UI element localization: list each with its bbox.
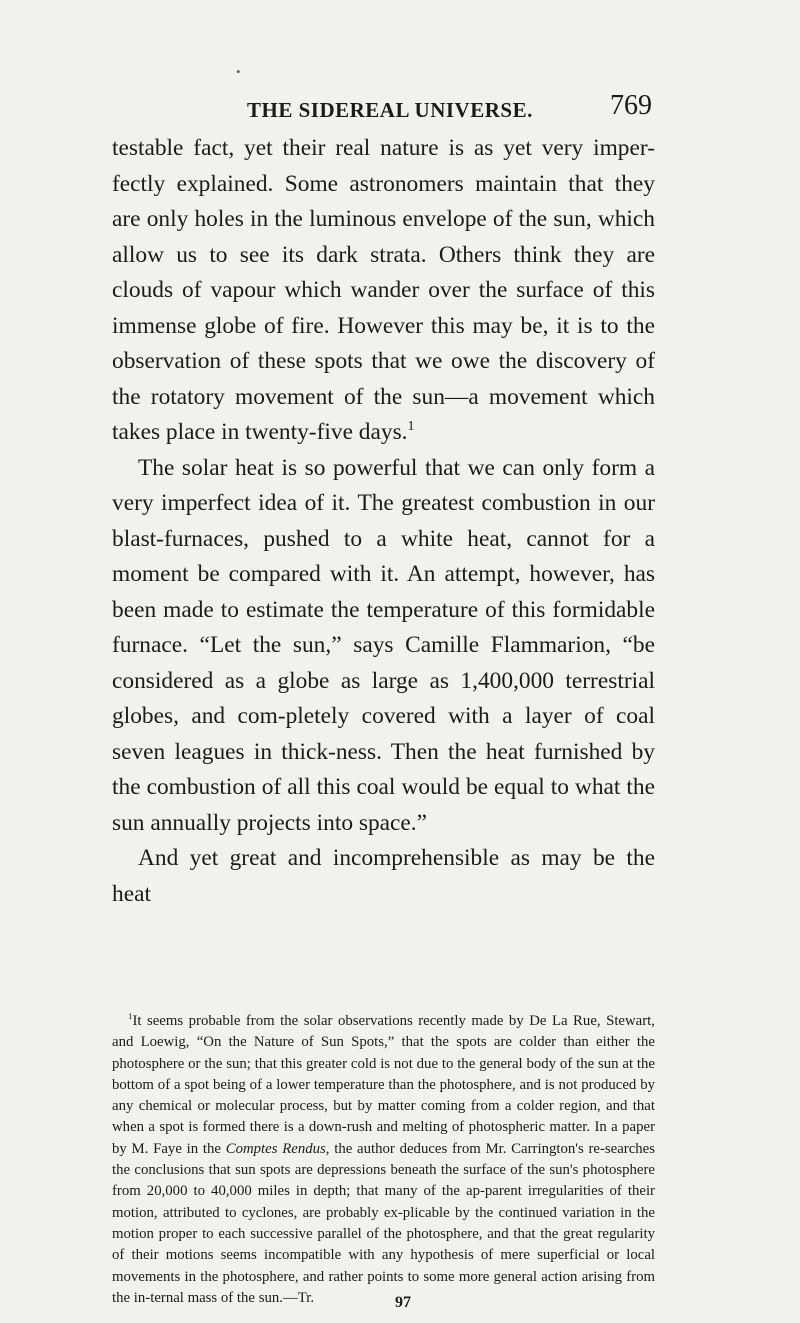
footnote-italic-title: Comptes Rendus (225, 1140, 326, 1157)
page-number: 769 (610, 90, 652, 121)
footnote-text: It seems probable from the solar observations recently made by De La Rue, Stewart, and Loewig, “On the Nature of Sun Spots,” that the spots are colder than either the photosphere or the sun; that this greater cold is not due to the general body of the sun at the bottom of a spot being of a lower temperature than the photosphere, and is not produced by any chemical or molecular process, but by matter coming from a colder region, and that when a spot is formed there is a down-rush and melting of photospheric matter. In a paper by M. Faye in the (112, 1013, 655, 1157)
main-text (112, 131, 655, 912)
footnote-reference: 1 (407, 418, 415, 435)
paragraph: The solar heat is so powerful that we can only form a very imperfect idea of it. The greatest combustion in our blast-furnaces, pushed to a white heat, cannot for a moment be compared with it. An attempt, however, has been made to estimate the temperature of this formidable furnace. “Let the sun,” says Camille Flammarion, “be considered as a globe as large as 1,400,000 terrestrial globes, and com-pletely covered with a layer of coal seven leagues in thick-ness. Then the heat furnished by the combustion of all this coal would be equal to what the sun annually projects into space.” (112, 454, 655, 836)
running-header (112, 80, 652, 124)
footnote-text: , the author deduces from Mr. Carrington's re-searches the conclusions that sun spots are depressions beneath the surface of the sun's photosphere from 20,000 to 40,000 miles in depth; that many of the ap-parent irregularities of their motion, attributed to cyclones, are probably ex-plicable by the continued variation in the motion proper to each successive parallel of the photosphere, and that the great regularity of their motions seems incompatible with any hypothesis of mere superficial or local movements in the photosphere, and rather points to some more general action arising from the in-ternal mass of the sun.—Tr. (112, 1140, 655, 1306)
footnote (112, 1011, 655, 1309)
paragraph: And yet great and incomprehensible as may be the heat (112, 845, 655, 907)
running-title: THE SIDEREAL UNIVERSE. (247, 98, 533, 122)
signature-mark: 97 (395, 1294, 411, 1311)
footnote-marker: 1 (128, 1011, 133, 1022)
printer-dot: • (236, 64, 241, 79)
paragraph (112, 131, 655, 451)
paragraph-text: testable fact, yet their real nature is as yet very imper-fectly explained. Some astronomers maintain that they are only holes in the luminous envelope of the sun, which allow us to see its dark strata. Others think they are clouds of vapour which wander over the surface of this immense globe of fire. However this may be, it is to the observation of these spots that we owe the discovery of the rotatory movement of the sun—a movement which takes place in twenty-five days. (112, 135, 655, 445)
